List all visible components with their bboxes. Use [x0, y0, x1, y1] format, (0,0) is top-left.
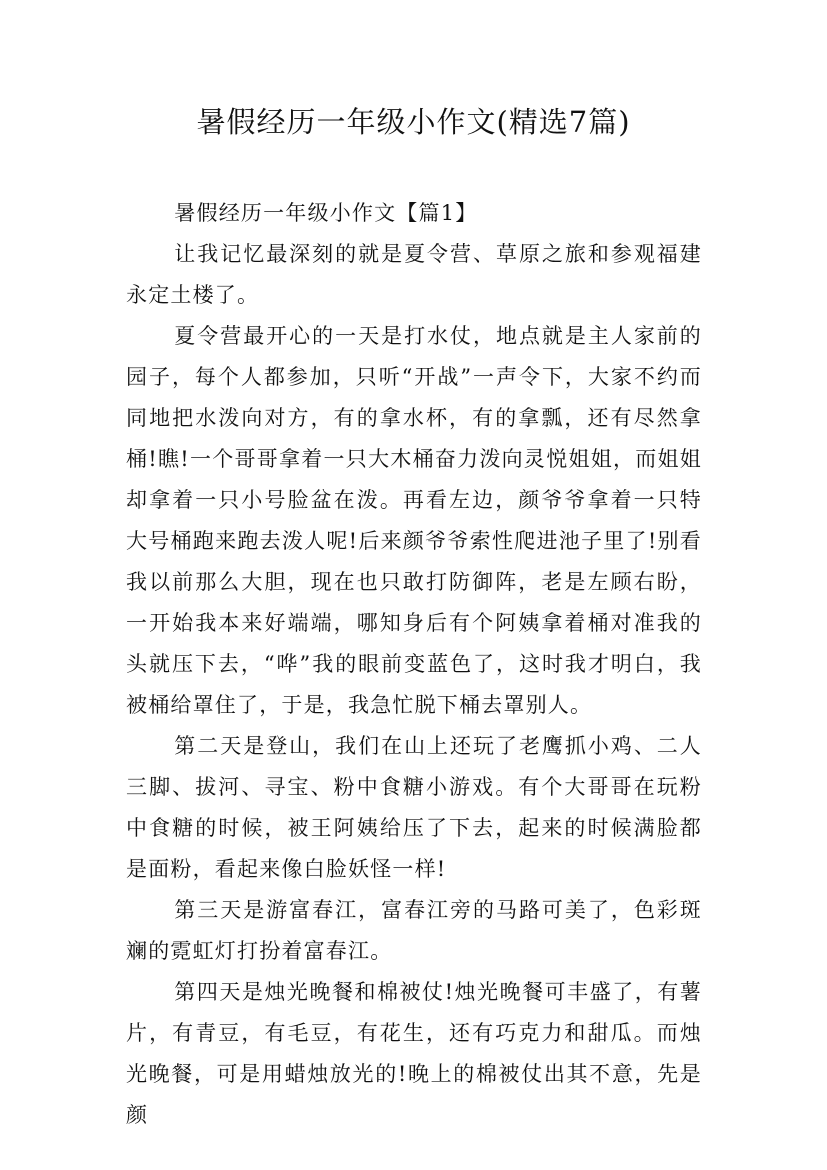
section-heading: 暑假经历一年级小作文【篇1】 [174, 201, 478, 225]
document-title: 暑假经历一年级小作文(精选7篇) [196, 105, 631, 139]
paragraph: 让我记忆最深刻的就是夏令营、草原之旅和参观福建永定土楼了。 [126, 242, 702, 307]
paragraph: 第四天是烛光晚餐和棉被仗!烛光晚餐可丰盛了，有薯片，有青豆，有毛豆，有花生，还有巧克力和甜瓜。而烛光晚餐，可是用蜡烛放光的!晚上的棉被仗出其不意，先是颜 [126, 980, 702, 1127]
paragraph: 第二天是登山，我们在山上还玩了老鹰抓小鸡、二人三脚、拔河、寻宝、粉中食糖小游戏。有个大哥哥在玩粉中食糖的时候，被王阿姨给压了下去，起来的时候满脸都是面粉，看起来像白脸妖怪一样! [126, 734, 702, 881]
paragraph: 夏令营最开心的一天是打水仗，地点就是主人家前的园子，每个人都参加，只听“开战”一声令下，大家不约而同地把水泼向对方，有的拿水杯，有的拿瓢，还有尽然拿桶!瞧!一个哥哥拿着一只大木桶奋力泼向灵悦姐姐，而姐姐却拿着一只小号脸盆在泼。再看左边，颜爷爷拿着一只特大号桶跑来跑去泼人呢!后来颜爷爷索性爬进池子里了!别看我以前那么大胆，现在也只敢打防御阵，老是左顾右盼，一开始我本来好端端，哪知身后有个阿姨拿着桶对准我的头就压下去，“哗”我的眼前变蓝色了，这时我才明白，我被桶给罩住了，于是，我急忙脱下桶去罩别人。 [126, 324, 702, 717]
document-body [126, 193, 702, 1136]
paragraph: 第三天是游富春江，富春江旁的马路可美了，色彩斑斓的霓虹灯打扮着富春江。 [126, 898, 702, 963]
